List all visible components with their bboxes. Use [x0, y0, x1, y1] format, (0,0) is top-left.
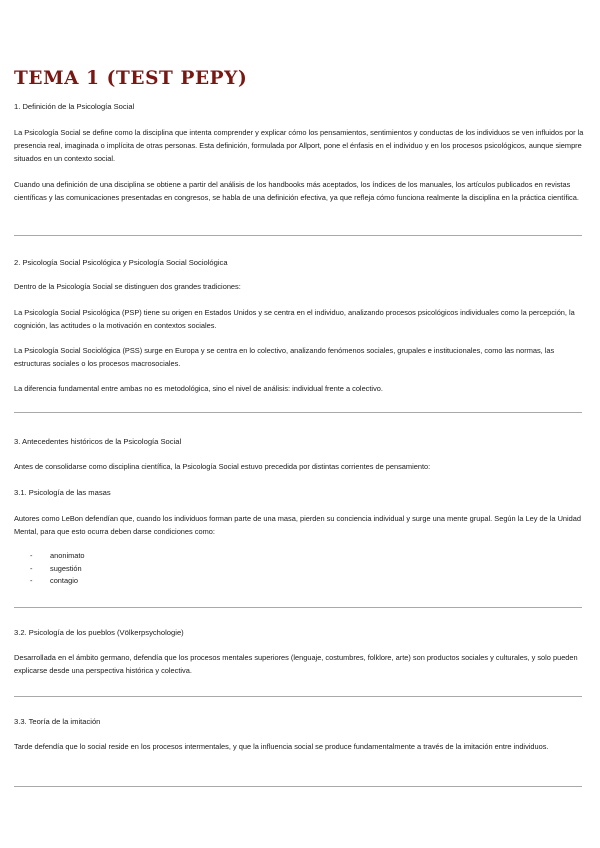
list-item-text: sugestión	[50, 563, 82, 573]
bullet-dash: -	[30, 551, 33, 560]
section-3-heading: 3. Antecedentes históricos de la Psicología Social	[14, 437, 182, 446]
section-1-paragraph-1: La Psicología Social se define como la disciplina que intenta comprender y explicar cómo los pensamientos, sentimientos y conductas de los individuos se ven influidos por la presencia real, imaginada o implícita de otras personas. Esta definición, formulada por Allport, pone el énfasis en el individuo y en los procesos psicológicos, aunque siempre situados en un contexto social.	[14, 128, 584, 164]
divider	[14, 412, 582, 413]
section-2-paragraph-4: La diferencia fundamental entre ambas no es metodológica, sino el nivel de análisis: individual frente a colectivo.	[14, 384, 383, 393]
subsection-3-3-heading: 3.3. Teoría de la imitación	[14, 717, 101, 726]
subsection-3-2-heading: 3.2. Psicología de los pueblos (Völkerpsychologie)	[14, 628, 184, 637]
page-title: TEMA 1 (TEST PEPY)	[14, 68, 248, 89]
list-item-text: anonimato	[50, 551, 85, 560]
divider	[14, 607, 582, 608]
section-1-paragraph-2: Cuando una definición de una disciplina se obtiene a partir del análisis de los handbooks más aceptados, los índices de los manuales, los artículos publicados en revistas científicas y las comunicaciones presentadas en congresos, se habla de una definición efectiva, ya que refleja cómo funciona realmente la disciplina en la práctica científica.	[14, 180, 579, 203]
divider	[14, 696, 582, 697]
section-3-paragraph-1: Antes de consolidarse como disciplina científica, la Psicología Social estuvo precedida por distintas corrientes de pensamiento:	[14, 462, 431, 471]
conditions-list	[30, 550, 85, 588]
subsection-3-1-paragraph: Autores como LeBon defendían que, cuando los individuos forman parte de una masa, pierden su conciencia individual y surge una mente grupal. Según la Ley de la Unidad Mental, para que esto ocurra deben darse condiciones como:	[14, 514, 581, 537]
section-1-heading: 1. Definición de la Psicología Social	[14, 102, 135, 111]
list-item	[30, 550, 85, 563]
subsection-3-3-paragraph: Tarde defendía que lo social reside en los procesos intermentales, y que la influencia social se produce fundamentalmente a través de la imitación entre individuos.	[14, 742, 549, 751]
section-2-paragraph-3: La Psicología Social Sociológica (PSS) surge en Europa y se centra en lo colectivo, analizando fenómenos sociales, grupales e institucionales, como las normas, las estructuras sociales o los procesos macrosociales.	[14, 346, 555, 369]
subsection-3-1-heading: 3.1. Psicología de las masas	[14, 488, 111, 497]
subsection-3-2-paragraph: Desarrollada en el ámbito germano, defendía que los procesos mentales superiores (lenguaje, costumbres, folklore, arte) son productos sociales y culturales, y solo pueden explicarse desde una perspectiva histórica y colectiva.	[14, 653, 578, 676]
list-item	[30, 563, 85, 576]
divider	[14, 786, 582, 787]
section-2-paragraph-1: Dentro de la Psicología Social se distinguen dos grandes tradiciones:	[14, 282, 241, 291]
bullet-dash: -	[30, 563, 33, 573]
list-item-text: contagio	[50, 576, 78, 585]
divider	[14, 235, 582, 236]
list-item	[30, 575, 85, 588]
section-2-heading: 2. Psicología Social Psicológica y Psicología Social Sociológica	[14, 258, 228, 267]
section-2-paragraph-2: La Psicología Social Psicológica (PSP) tiene su origen en Estados Unidos y se centra en el individuo, analizando procesos psicológicos individuales como la percepción, la cognición, las actitudes o la motivación en contextos sociales.	[14, 308, 575, 331]
bullet-dash: -	[30, 576, 33, 585]
